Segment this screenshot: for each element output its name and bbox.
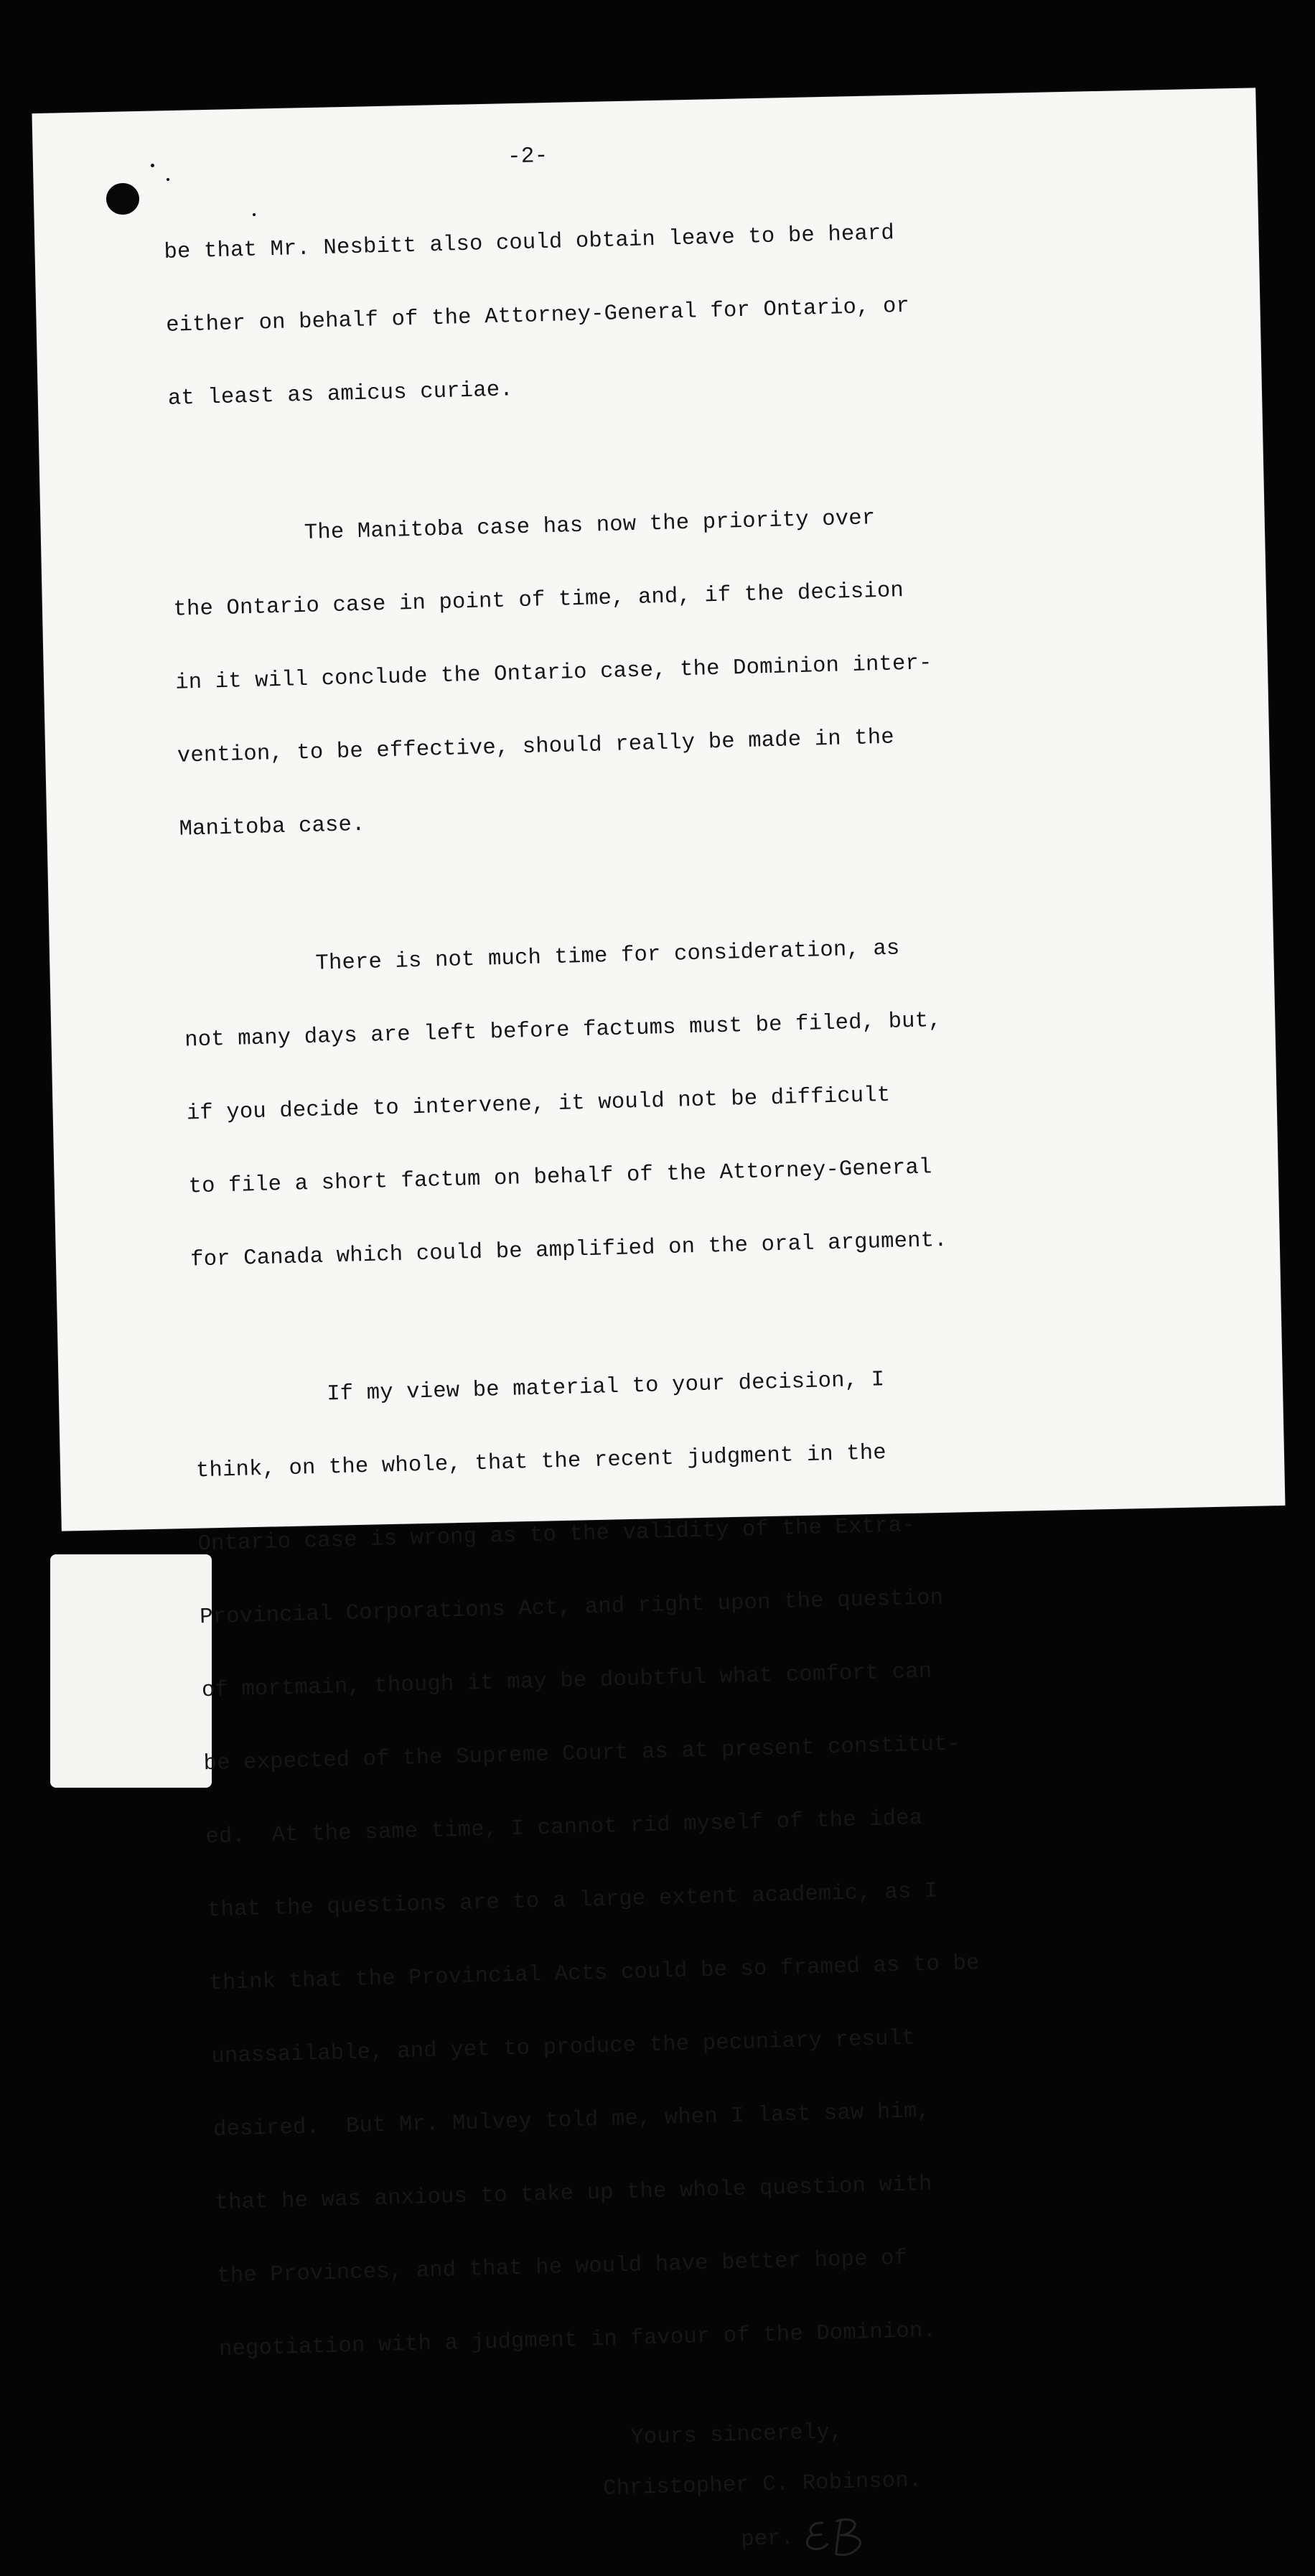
text-line: unassailable, and yet to produce the pecuniary result [210, 2026, 916, 2070]
text-line: of mortmain, though it may be doubtful what comfort can [201, 1659, 932, 1704]
text-line: in it will conclude the Ontario case, the Dominion inter- [174, 651, 933, 696]
text-line: Ontario case is wrong as to the validity of the Extra- [197, 1513, 915, 1557]
signature-line [633, 2506, 1201, 2565]
handwritten-initials [800, 2514, 881, 2561]
text-line: negotiation with a judgment in favour of the Dominion. [218, 2318, 937, 2362]
text-line: be expected of the Supreme Court as at present constitut- [203, 1732, 961, 1777]
paragraph-1 [162, 166, 1145, 459]
text-line: If my view be material to your decision, I [193, 1368, 885, 1411]
text-line: There is not much time for consideration, as [182, 936, 900, 980]
text-line: Manitoba case. [179, 812, 366, 842]
paragraph-3 [181, 881, 1168, 1321]
signatory-name: Christopher C. Robinson. [602, 2468, 922, 2502]
text-line: the Ontario case in point of time, and, if the decision [173, 579, 904, 622]
punch-hole [106, 183, 139, 215]
text-line: The Manitoba case has now the priority over [171, 506, 876, 549]
text-line: if you decide to intervene, it would not be difficult [186, 1083, 891, 1126]
text-line: think that the Provincial Acts could be so framed as to be [209, 1951, 980, 1997]
paragraph-2 [170, 450, 1157, 890]
text-line: not many days are left before factums must be filed, but, [184, 1008, 942, 1053]
text-line: to file a short factum on behalf of the Attorney-General [188, 1155, 932, 1200]
text-line: for Canada which could be amplified on the oral argument. [189, 1228, 948, 1273]
text-line: at least as amicus curiae. [167, 378, 514, 411]
ink-speck [151, 164, 154, 167]
paragraph-4 [192, 1312, 1197, 2411]
page-number: -2- [507, 143, 548, 170]
text-line: ed. At the same time, I cannot rid myself of the idea [205, 1806, 923, 1850]
text-line: vention, to be effective, should really be made in the [177, 725, 895, 769]
paper-tab [50, 1554, 212, 1788]
text-line: the Provinces, and that he would have better hope of [216, 2246, 908, 2289]
text-line: be that Mr. Nesbitt also could obtain leave to be heard [164, 221, 895, 265]
letter-body [162, 129, 1201, 2575]
closing-salutation: Yours sincerely, [630, 2420, 843, 2450]
text-line: Provincial Corporations Act, and right upon the question [199, 1586, 944, 1630]
text-line: either on behalf of the Attorney-General for Ontario, or [165, 294, 910, 338]
text-line: that he was anxious to take up the whole question with [215, 2172, 933, 2216]
per-label: per. [740, 2526, 795, 2553]
closing-block [221, 2411, 1201, 2576]
text-line: that the questions are to a large extent academic, as I [207, 1879, 938, 1923]
text-line: desired. But Mr. Mulvey told me, when I last saw him, [212, 2099, 931, 2143]
text-line: think, on the whole, that the recent judgment in the [195, 1441, 887, 1484]
